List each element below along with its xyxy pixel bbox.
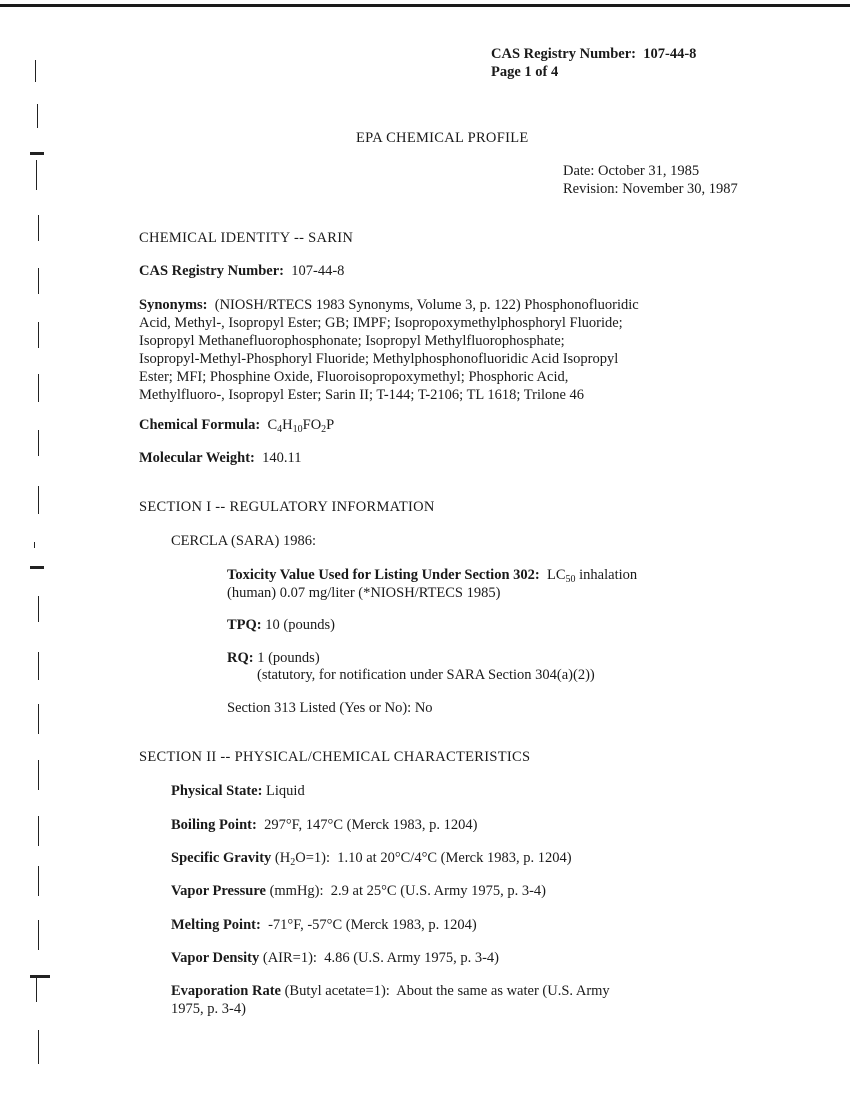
- sg-paren: $(H_2O=1)$:: [274, 850, 330, 868]
- mp-row: [171, 916, 477, 934]
- mp-value: -71°F, -57°C (Merck 1983, p. 1204): [268, 917, 477, 933]
- er-label: Evaporation Rate: [171, 983, 281, 999]
- identity-cas: [139, 262, 344, 280]
- vp-value: 2.9 at 25°C (U.S. Army 1975, p. 3-4): [330, 883, 547, 899]
- section313-row: [227, 699, 433, 717]
- section1-heading: SECTION I -- REGULATORY INFORMATION: [139, 499, 435, 515]
- toxicity-lc: LC: [546, 567, 566, 583]
- formula-row: [139, 416, 334, 434]
- bp-label: Boiling Point:: [171, 817, 257, 833]
- identity-heading: CHEMICAL IDENTITY -- SARIN: [139, 230, 354, 246]
- synonyms-line-5: Ester; MFI; Phosphine Oxide, Fluoroisopropoxymethyl; Phosphoric Acid,: [139, 369, 569, 385]
- state-label: Physical State:: [171, 783, 263, 799]
- bp-row: [171, 816, 477, 834]
- header-cas-value: 107-44-8: [643, 46, 697, 62]
- mw-label: Molecular Weight:: [139, 450, 255, 466]
- section313-value: No: [414, 700, 433, 716]
- sg-label: Specific Gravity: [171, 850, 272, 866]
- synonyms-line-2: Acid, Methyl-, Isopropyl Ester; GB; IMPF; Isopropoxymethylphosphoryl Fluoride;: [139, 315, 623, 331]
- cercla-heading: CERCLA (SARA) 1986:: [171, 533, 317, 549]
- state-value: Liquid: [266, 783, 305, 799]
- identity-cas-value: 107-44-8: [291, 263, 345, 279]
- toxicity-sub: 50: [565, 574, 576, 585]
- state-row: [171, 782, 305, 800]
- tpq-value: 10 (pounds): [265, 617, 335, 633]
- vp-label: Vapor Pressure: [171, 883, 266, 899]
- er-value: About the same as water (U.S. Army: [396, 983, 610, 999]
- toxicity-line-2: (human) 0.07 mg/liter (*NIOSH/RTECS 1985): [227, 585, 501, 601]
- header-page: Page 1 of 4: [491, 64, 559, 80]
- tpq-label: TPQ:: [227, 617, 262, 633]
- sg-value: 1.10 at 20°C/4°C (Merck 1983, p. 1204): [337, 850, 572, 866]
- section2-heading: SECTION II -- PHYSICAL/CHEMICAL CHARACTERISTICS: [139, 749, 531, 765]
- header-cas: [491, 45, 696, 63]
- top-rule: [0, 4, 850, 7]
- toxicity-label: Toxicity Value Used for Listing Under Section 302:: [227, 567, 540, 583]
- mp-label: Melting Point:: [171, 917, 261, 933]
- vd-row: [171, 949, 499, 967]
- date-line: Date: October 31, 1985: [563, 163, 700, 179]
- vp-unit: (mmHg):: [269, 883, 324, 899]
- header-cas-label: CAS Registry Number:: [491, 46, 636, 62]
- vd-unit: (AIR=1):: [262, 950, 317, 966]
- rq-row: [227, 649, 320, 667]
- mw-value: 140.11: [262, 450, 302, 466]
- toxicity-rest: inhalation: [579, 567, 638, 583]
- revision-line: Revision: November 30, 1987: [563, 181, 738, 197]
- identity-cas-label: CAS Registry Number:: [139, 263, 284, 279]
- synonyms-line-1: [139, 296, 639, 314]
- er-unit: (Butyl acetate=1):: [284, 983, 390, 999]
- sg-row: [171, 849, 572, 867]
- synonyms-line-4: Isopropyl-Methyl-Phosphoryl Fluoride; Methylphosphonofluoridic Acid Isopropyl: [139, 351, 619, 367]
- mw-row: [139, 449, 301, 467]
- synonyms-label: Synonyms:: [139, 297, 208, 313]
- er-row: [171, 982, 610, 1000]
- rq-value: 1 (pounds): [257, 650, 320, 666]
- bp-value: 297°F, 147°C (Merck 1983, p. 1204): [264, 817, 478, 833]
- page-title: EPA CHEMICAL PROFILE: [356, 130, 529, 146]
- synonyms-text-1: (NIOSH/RTECS 1983 Synonyms, Volume 3, p. 122) Phosphonofluoridic: [214, 297, 639, 313]
- rq-label: RQ:: [227, 650, 254, 666]
- formula-label: Chemical Formula:: [139, 417, 261, 433]
- rq-note: (statutory, for notification under SARA Section 304(a)(2)): [257, 667, 595, 683]
- tpq-row: [227, 616, 335, 634]
- vp-row: [171, 882, 546, 900]
- toxicity-row: [227, 566, 637, 584]
- er-line-2: 1975, p. 3-4): [171, 1001, 246, 1017]
- formula-value: $C_4H_{10}FO_2P$: [267, 417, 335, 435]
- synonyms-line-6: Methylfluoro-, Isopropyl Ester; Sarin II; T-144; T-2106; TL 1618; Trilone 46: [139, 387, 585, 403]
- section313-label: Section 313 Listed (Yes or No):: [227, 700, 412, 716]
- synonyms-line-3: Isopropyl Methanefluorophosphonate; Isopropyl Methylfluorophosphate;: [139, 333, 565, 349]
- vd-label: Vapor Density: [171, 950, 260, 966]
- vd-value: 4.86 (U.S. Army 1975, p. 3-4): [324, 950, 500, 966]
